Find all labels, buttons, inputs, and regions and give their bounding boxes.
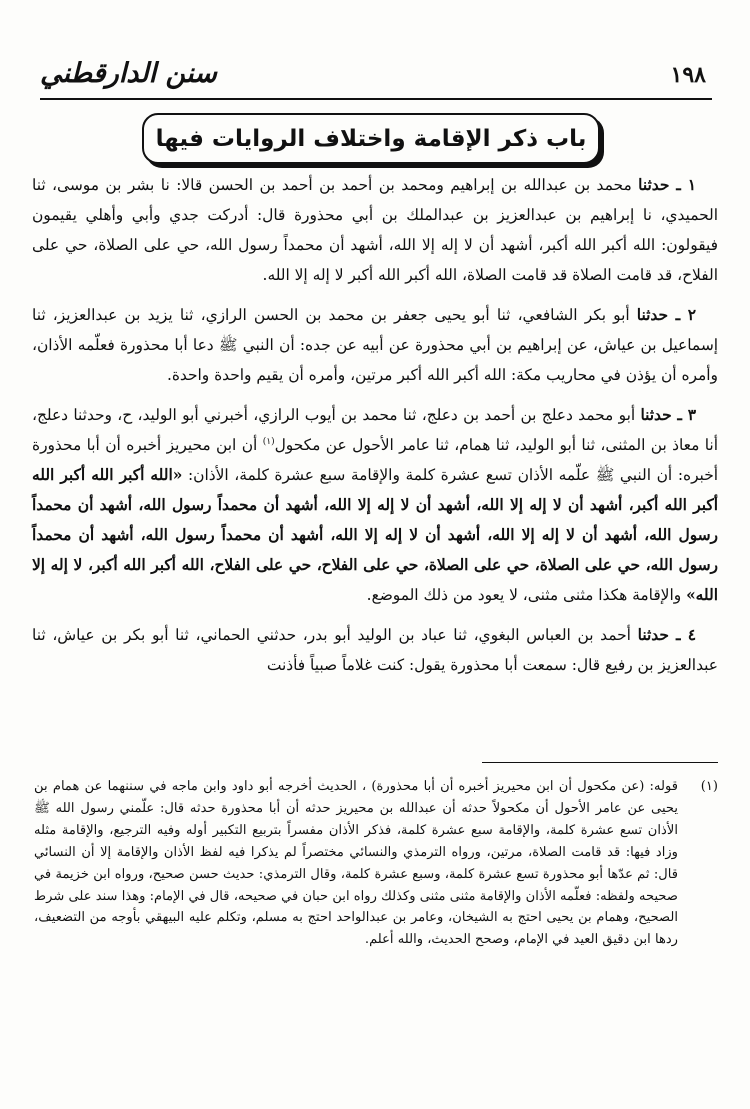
chapter-title: باب ذكر الإقامة واختلاف الروايات فيها <box>155 125 587 152</box>
page-number: ١٩٨ <box>670 62 706 88</box>
footnote-marker[interactable]: (١) <box>262 436 275 447</box>
hadith-lead: ٣ ـ حدثنا <box>640 406 696 424</box>
hadith-lead: ٢ ـ حدثنا <box>636 306 696 324</box>
hadith-1 <box>32 170 718 290</box>
footnote-number: (١) <box>700 779 718 794</box>
page-header <box>40 58 712 102</box>
header-rule <box>40 98 712 100</box>
footnote-rule <box>482 762 718 763</box>
hadith-text: أبو محمد دعلج بن أحمد بن دعلج، ثنا محمد بن أيوب الرازي، أخبرني أبو الوليد، ح، وحدثنا دعلج، أنا معاذ بن المثنى، ثنا أبو الوليد، ثنا همام، ثنا عامر الأحول عن مكحول <box>32 406 718 454</box>
hadith-4 <box>32 620 718 680</box>
footnote-text: قوله: (عن مكحول أن ابن محيريز أخبره أن أبا محذورة) ، الحديث أخرجه أبو داود وابن ماجه في سننهما عن همام بن يحيى عن عامر الأحول أن مكحولاً حدثه أن عبدالله بن محيريز حدثه أن أبا محذورة حدثه قال: علّمني رسول الله ﷺ الأذان تسع عشرة كلمة، والإقامة سبع عشرة كلمة، فذكر الأذان مفسراً بتربيع التكبير أوله وفيه الترجيع، والإقامة مثله وزاد فيها: قد قامت الصلاة، مرتين، ورواه الترمذي والنسائي مختصراً لم يذكرا فيه لفظ الأذان والإقامة إلا أن النسائي قال: ثم عدّها أبو محذورة تسع عشرة كلمة، وسبع عشرة كلمة، وقال الترمذي: حديث حسن صحيح، ورواه ابن خزيمة في صحيحه ولفظه: فعلّمه الأذان والإقامة مثنى مثنى وكذلك رواه ابن حبان في صحيحه، قال في الإمام: وهذا سند على شرط الصحيح، وهمام بن يحيى احتج به الشيخان، وعامر بن عبدالواحد احتج به مسلم، وتكلم عليه البيهقي بأوجه من التضعيف، ردها ابن دقيق العيد في الإمام، وصحح الحديث، والله أعلم. <box>34 779 678 948</box>
adhan-text: «الله أكبر الله أكبر الله أكبر الله أكبر، أشهد أن لا إله إلا الله، أشهد أن لا إله إلا الله، أشهد أن محمداً رسول الله، أشهد أن محمداً رسول الله، أشهد أن لا إله إلا الله، أشهد أن لا إله إلا الله، أشهد أن محمداً رسول الله، أشهد أن محمداً رسول الله، حي على الصلاة، حي على الصلاة، حي على الفلاح، حي على الفلاح، الله أكبر الله أكبر، لا إله إلا الله» <box>32 466 718 604</box>
hadith-text: أبو بكر الشافعي، ثنا أبو يحيى جعفر بن محمد بن الحسن الرازي، ثنا يزيد بن عبدالعزيز، ثنا إسماعيل بن عياش، عن إبراهيم بن أبي محذورة عن أبيه عن جده: أن النبي ﷺ دعا أبا محذورة فعلّمه الأذان، وأمره أن يؤذن في محاريب مكة: الله أكبر الله أكبر مرتين، وأمره أن يقيم واحدة واحدة. <box>32 306 718 384</box>
hadith-text: أن ابن محيريز أخبره أن أبا محذورة أخبره: أن النبي ﷺ علّمه الأذان تسع عشرة كلمة والإقامة سبع عشرة كلمة، الأذان: <box>32 436 718 484</box>
chapter-title-box <box>142 113 600 164</box>
hadith-2 <box>32 300 718 390</box>
book-title: سنن الدارقطني <box>40 58 217 89</box>
hadith-3 <box>32 400 718 610</box>
footnote <box>34 776 718 951</box>
hadith-lead: ٤ ـ حدثنا <box>637 626 696 644</box>
hadith-text: والإقامة هكذا مثنى مثنى، لا يعود من ذلك الموضع. <box>366 586 687 604</box>
hadith-lead: ١ ـ حدثنا <box>638 176 696 194</box>
hadith-text: محمد بن عبدالله بن إبراهيم ومحمد بن أحمد بن أحمد بن الحسن قالا: نا بشر بن موسى، ثنا الحميدي، نا إبراهيم بن عبدالعزيز بن عبدالملك بن أبي محذورة قال: أدركت جدي وأبي وأهلي يقيمون فيقولون: الله أكبر الله أكبر، أشهد أن لا إله إلا الله، أشهد أن محمداً رسول الله، حي على الصلاة، حي على الفلاح، قد قامت الصلاة قد قامت الصلاة، الله أكبر الله أكبر لا إله إلا الله. <box>32 176 718 284</box>
hadith-text: أحمد بن العباس البغوي، ثنا عباد بن الوليد أبو بدر، حدثني الحماني، ثنا أبو بكر بن عياش، ثنا عبدالعزيز بن رفيع قال: سمعت أبا محذورة يقول: كنت غلاماً صبياً فأذنت <box>32 626 718 674</box>
main-text <box>32 170 718 690</box>
